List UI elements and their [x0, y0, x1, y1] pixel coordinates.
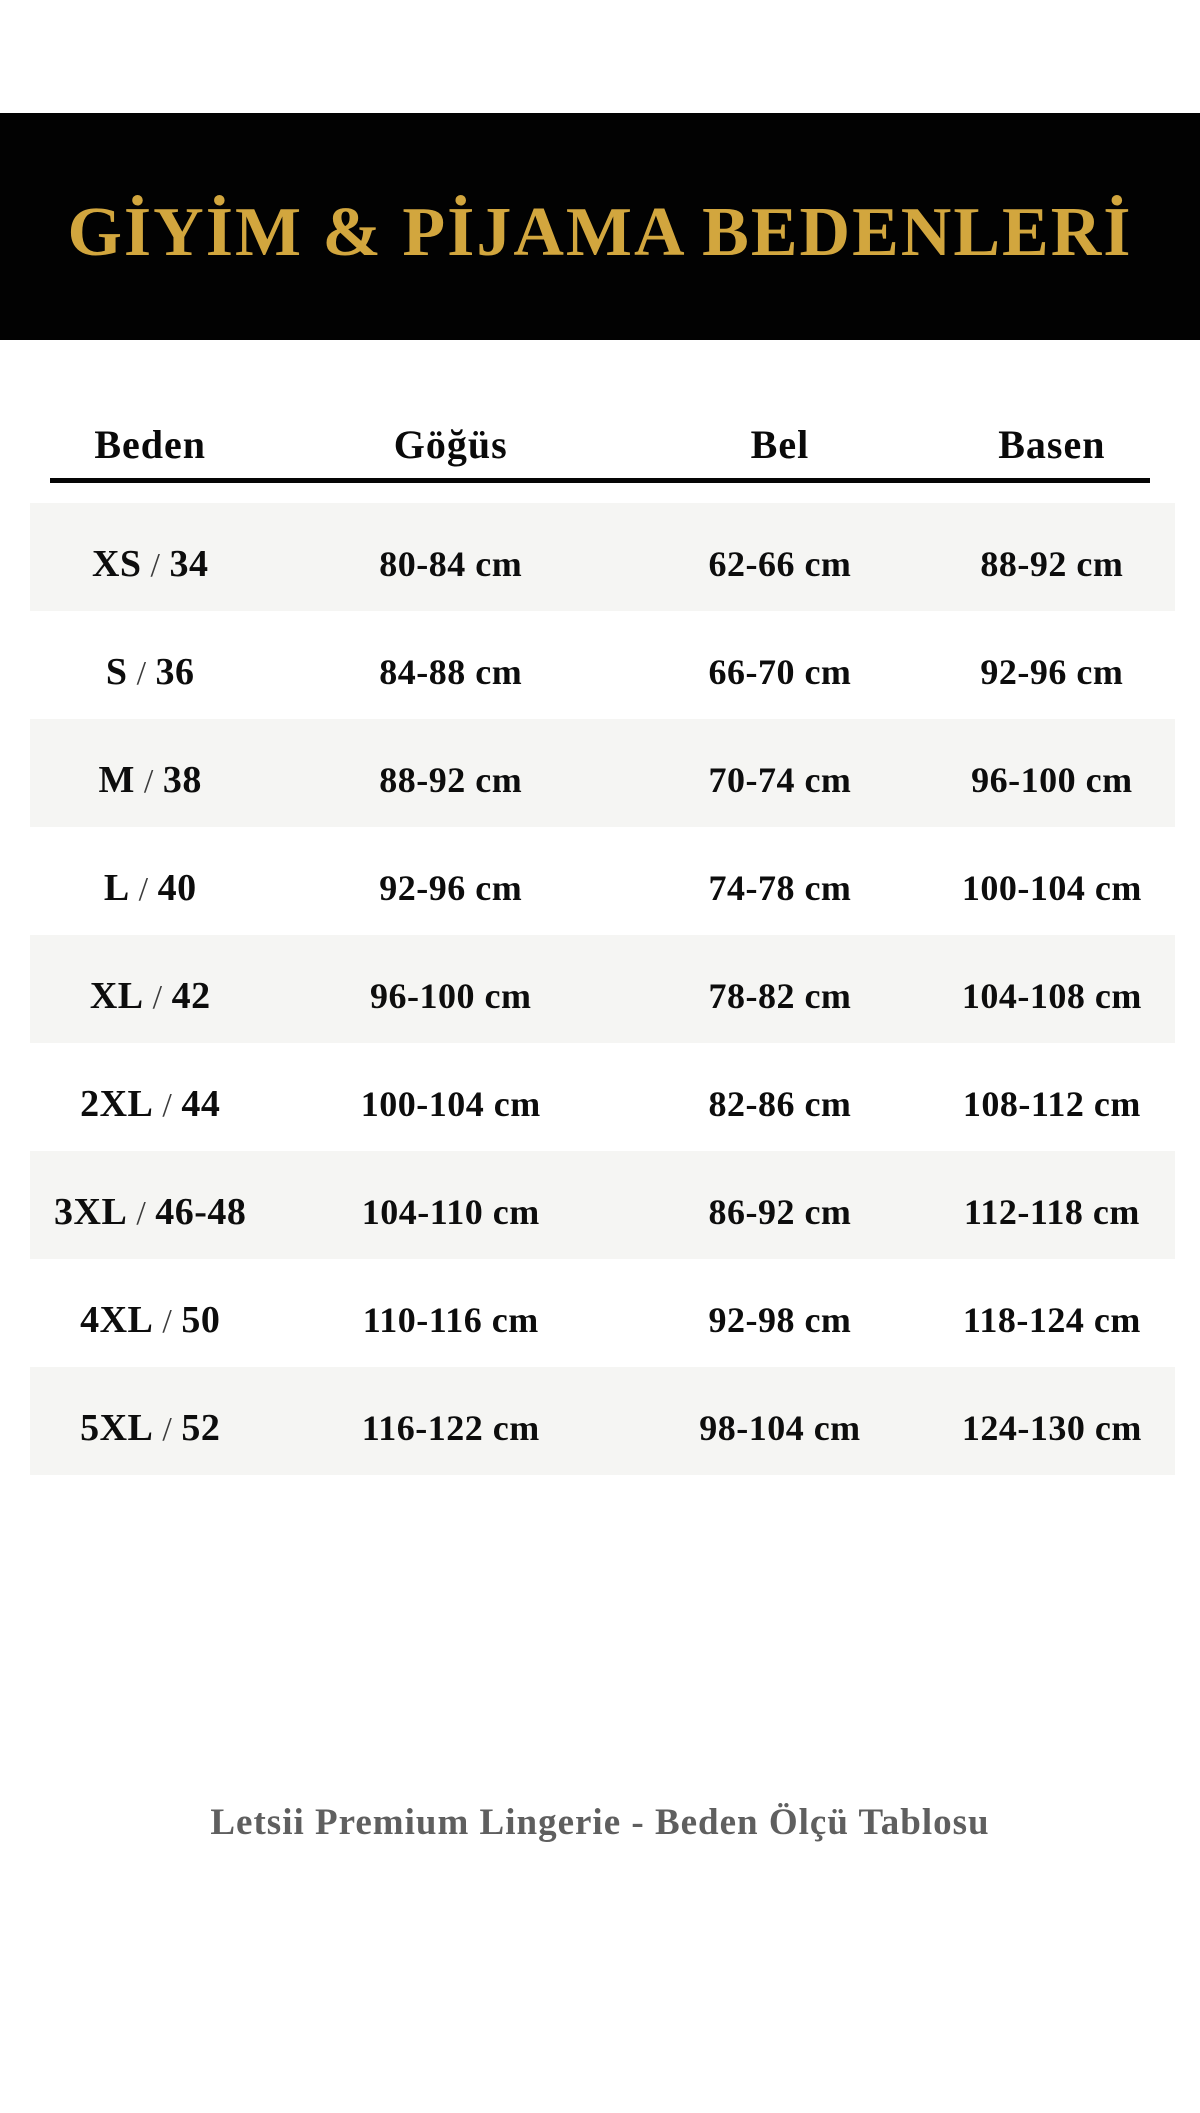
- size-code: 34: [169, 542, 209, 585]
- footer: [0, 1801, 1200, 1844]
- size-separator: /: [138, 870, 149, 908]
- hips-value: 118-124 cm: [962, 1299, 1141, 1340]
- size-cell: [30, 637, 270, 694]
- waist-value: 78-82 cm: [708, 975, 852, 1016]
- hips-value: 124-130 cm: [961, 1407, 1142, 1448]
- chest-value: 80-84 cm: [379, 543, 523, 584]
- size-cell: [30, 1177, 270, 1234]
- chest-value: 84-88 cm: [379, 651, 523, 692]
- size-cell: [30, 529, 270, 586]
- chest-value: 96-100 cm: [370, 975, 532, 1016]
- column-header-bel: Bel: [750, 422, 810, 467]
- table-row: [30, 1367, 1175, 1475]
- column-header-basen: Basen: [998, 422, 1106, 467]
- size-separator: /: [150, 546, 161, 584]
- footer-caption: Letsii Premium Lingerie - Beden Ölçü Tablosu: [210, 1802, 990, 1843]
- size-label: 5XL: [80, 1406, 154, 1449]
- size-separator: /: [162, 1410, 173, 1448]
- size-label: S: [105, 650, 128, 693]
- table-row: [30, 1043, 1175, 1151]
- size-cell: [30, 853, 270, 910]
- size-cell: [30, 1285, 270, 1342]
- table-row: [30, 1259, 1175, 1367]
- size-label: XL: [89, 974, 144, 1017]
- chest-value: 110-116 cm: [362, 1299, 539, 1340]
- waist-value: 86-92 cm: [708, 1191, 852, 1232]
- chest-value: 92-96 cm: [379, 867, 523, 908]
- size-separator: /: [143, 762, 154, 800]
- size-separator: /: [136, 654, 147, 692]
- size-label: 3XL: [54, 1190, 128, 1233]
- table-row: [30, 1151, 1175, 1259]
- size-code: 40: [157, 866, 197, 909]
- table-row: [30, 611, 1175, 719]
- size-code: 52: [181, 1406, 221, 1449]
- waist-value: 74-78 cm: [708, 867, 852, 908]
- size-chart-table: [30, 340, 1175, 1475]
- size-label: XS: [91, 542, 142, 585]
- size-cell: [30, 1069, 270, 1126]
- size-code: 46-48: [155, 1190, 247, 1233]
- size-label: L: [103, 866, 130, 909]
- table-row: [30, 935, 1175, 1043]
- page-title: GİYİM & PİJAMA BEDENLERİ: [67, 193, 1133, 271]
- size-cell: [30, 745, 270, 802]
- size-code: 38: [162, 758, 202, 801]
- table-body: [30, 503, 1175, 1475]
- chest-value: 104-110 cm: [361, 1191, 540, 1232]
- chest-value: 88-92 cm: [379, 759, 523, 800]
- hips-value: 112-118 cm: [963, 1191, 1140, 1232]
- size-label: 2XL: [80, 1082, 154, 1125]
- table-row: [30, 503, 1175, 611]
- hips-value: 104-108 cm: [961, 975, 1142, 1016]
- size-code: 42: [171, 974, 211, 1017]
- table-row: [30, 719, 1175, 827]
- waist-value: 66-70 cm: [708, 651, 852, 692]
- hips-value: 100-104 cm: [961, 867, 1142, 908]
- chest-value: 116-122 cm: [361, 1407, 540, 1448]
- column-header-beden: Beden: [94, 422, 207, 467]
- size-code: 44: [181, 1082, 221, 1125]
- hips-value: 108-112 cm: [962, 1083, 1141, 1124]
- size-separator: /: [152, 978, 163, 1016]
- waist-value: 70-74 cm: [708, 759, 852, 800]
- size-code: 36: [155, 650, 195, 693]
- hips-value: 96-100 cm: [971, 759, 1133, 800]
- size-cell: [30, 1393, 270, 1450]
- hips-value: 88-92 cm: [980, 543, 1124, 584]
- header-divider: [50, 478, 1150, 483]
- chest-value: 100-104 cm: [360, 1083, 541, 1124]
- waist-value: 92-98 cm: [708, 1299, 852, 1340]
- title-banner: [0, 113, 1200, 340]
- size-code: 50: [181, 1298, 221, 1341]
- hips-value: 92-96 cm: [980, 651, 1124, 692]
- waist-value: 62-66 cm: [708, 543, 852, 584]
- table-header-row: [30, 340, 1175, 478]
- size-separator: /: [162, 1086, 173, 1124]
- size-separator: /: [136, 1194, 147, 1232]
- size-label: M: [98, 758, 135, 801]
- size-cell: [30, 961, 270, 1018]
- waist-value: 82-86 cm: [708, 1083, 852, 1124]
- column-header-gogus: Göğüs: [393, 422, 508, 467]
- table-row: [30, 827, 1175, 935]
- waist-value: 98-104 cm: [699, 1407, 861, 1448]
- size-separator: /: [162, 1302, 173, 1340]
- size-label: 4XL: [80, 1298, 154, 1341]
